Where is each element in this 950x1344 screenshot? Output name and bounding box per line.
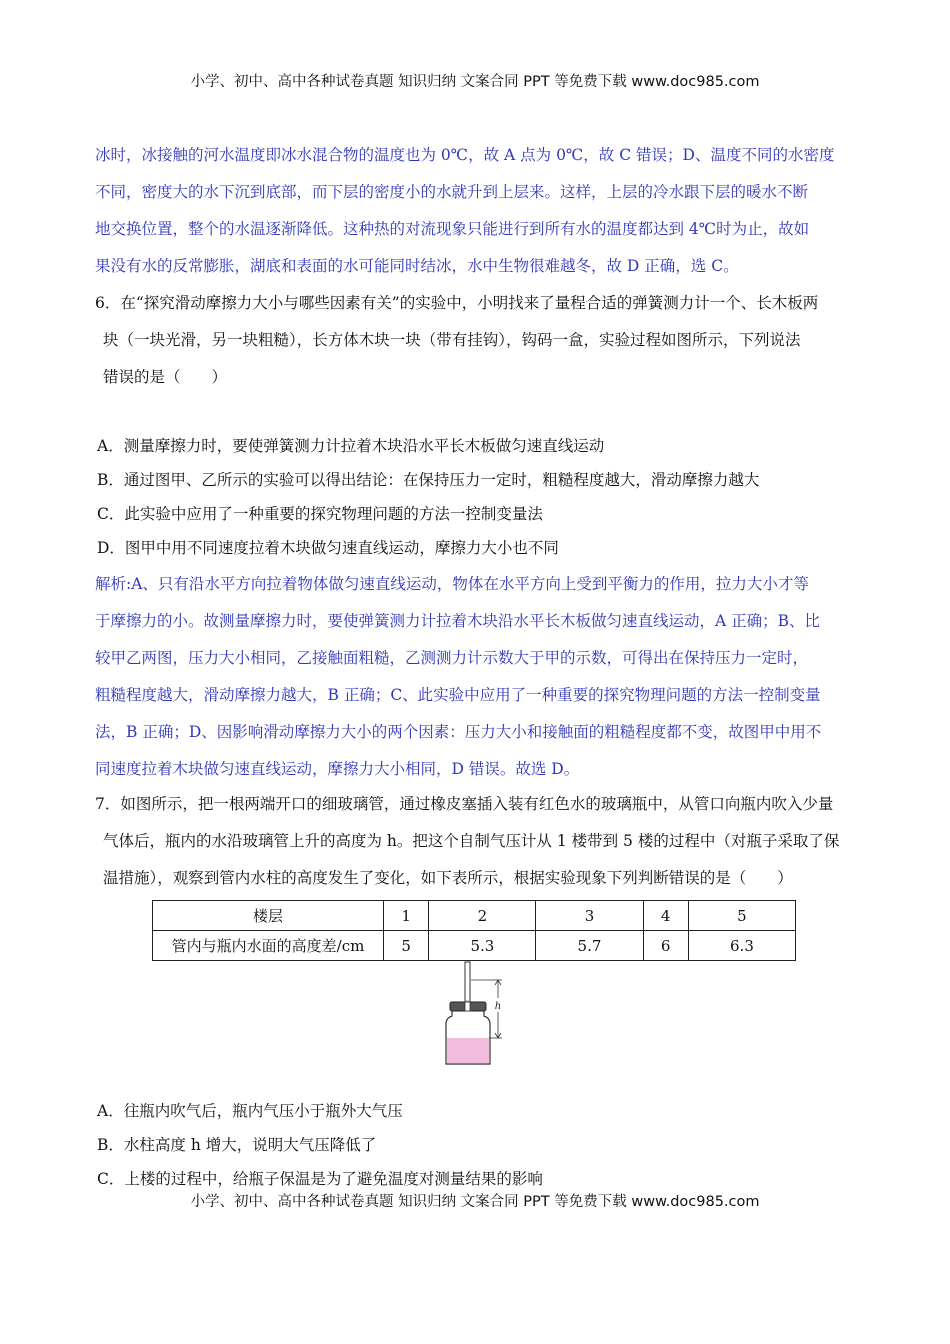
barometer-figure — [438, 958, 510, 1070]
table-cell: 2 — [429, 901, 536, 931]
q7-stem-line: 7．如图所示，把一根两端开口的细玻璃管，通过橡皮塞插入装有红色水的玻璃瓶中，从管口向瓶内吹入少量 — [95, 795, 834, 813]
q7-option-b: B．水柱高度 h 增大，说明大气压降低了 — [97, 1136, 377, 1154]
page-header: 小学、初中、高中各种试卷真题 知识归纳 文案合同 PPT 等免费下载 www.doc985.com — [190, 74, 760, 90]
bottle-water — [447, 1038, 489, 1063]
table-cell: 6 — [643, 931, 688, 961]
table-cell: 5 — [384, 931, 429, 961]
q5-explanation-line: 果没有水的反常膨胀，湖底和表面的水可能同时结冰，水中生物很难越冬，故 D 正确，选 C。 — [95, 257, 739, 275]
table-row-label: 管内与瓶内水面的高度差/cm — [153, 931, 384, 961]
q6-explanation-line: 法，B 正确；D、因影响滑动摩擦力大小的两个因素：压力大小和接触面的粗糙程度都不变，故图甲中用不 — [95, 723, 822, 741]
q6-options — [95, 429, 875, 565]
table-cell: 1 — [384, 901, 429, 931]
q6-explanation — [95, 566, 875, 788]
q6-explanation-line: 于摩擦力的小。故测量摩擦力时，要使弹簧测力计拉着木块沿水平长木板做匀速直线运动，A 正确；B、比 — [95, 612, 821, 630]
tube-through-stopper — [465, 1002, 470, 1011]
q5-explanation-line: 地交换位置，整个的水温逐渐降低。这种热的对流现象只能进行到所有水的温度都达到 4℃时为止，故如 — [95, 220, 810, 238]
q6-explanation-line: 解析:A、只有沿水平方向拉着物体做匀速直线运动，物体在水平方向上受到平衡力的作用，拉力大小才等 — [95, 575, 809, 593]
q5-explanation — [95, 137, 875, 285]
q7-stem-line: 气体后，瓶内的水沿玻璃管上升的高度为 h。把这个自制气压计从 1 楼带到 5 楼的过程中（对瓶子采取了保 — [103, 832, 840, 850]
table-cell: 4 — [643, 901, 688, 931]
q6-stem-line: 错误的是（ ） — [103, 368, 228, 386]
q7-options — [95, 1094, 875, 1196]
q6-option-b: B．通过图甲、乙所示的实验可以得出结论：在保持压力一定时，粗糙程度越大，滑动摩擦力越大 — [97, 471, 760, 489]
q6-option-d: D．图甲中用不同速度拉着木块做匀速直线运动，摩擦力大小也不同 — [97, 539, 559, 557]
q6-stem-line: 6．在“探究滑动摩擦力大小与哪些因素有关”的实验中，小明找来了量程合适的弹簧测力计一个、长木板两 — [95, 294, 819, 312]
q6-option-a: A．测量摩擦力时，要使弹簧测力计拉着木块沿水平长木板做匀速直线运动 — [97, 437, 605, 455]
q7-data-table — [152, 900, 796, 961]
table-cell: 6.3 — [688, 931, 795, 961]
table-row-label: 楼层 — [153, 901, 384, 931]
q7-stem-line: 温措施），观察到管内水柱的高度发生了变化，如下表所示，根据实验现象下列判断错误的是（ ） — [103, 869, 793, 887]
q7-option-c: C．上楼的过程中，给瓶子保温是为了避免温度对测量结果的影响 — [97, 1170, 543, 1188]
page-footer: 小学、初中、高中各种试卷真题 知识归纳 文案合同 PPT 等免费下载 www.doc985.com — [190, 1194, 760, 1210]
q6-explanation-line: 同速度拉着木块做匀速直线运动，摩擦力大小相同，D 错误。故选 D。 — [95, 760, 580, 778]
q7-stem — [95, 786, 875, 897]
q6-stem-line: 块（一块光滑，另一块粗糙），长方体木块一块（带有挂钩），钩码一盒，实验过程如图所示，下列说法 — [103, 331, 801, 349]
q5-explanation-line: 冰时，冰接触的河水温度即冰水混合物的温度也为 0℃，故 A 点为 0℃，故 C 错误；D、温度不同的水密度 — [95, 146, 835, 164]
table-cell: 5.7 — [536, 931, 643, 961]
q6-explanation-line: 粗糙程度越大，滑动摩擦力越大，B 正确；C、此实验中应用了一种重要的探究物理问题的方法一控制变量 — [95, 686, 821, 704]
table-cell: 5 — [688, 901, 795, 931]
q6-explanation-line: 较甲乙两图，压力大小相同，乙接触面粗糙，乙测测力计示数大于甲的示数，可得出在保持压力一定时， — [95, 649, 809, 667]
q6-stem — [95, 285, 875, 396]
table-row — [153, 931, 796, 961]
height-label: h — [494, 1001, 502, 1012]
table-row — [153, 901, 796, 931]
q5-explanation-line: 不同，密度大的水下沉到底部，而下层的密度小的水就升到上层来。这样，上层的冷水跟下层的暖水不断 — [95, 183, 809, 201]
table-cell: 3 — [536, 901, 643, 931]
q7-option-a: A．往瓶内吹气后，瓶内气压小于瓶外大气压 — [97, 1102, 403, 1120]
table-cell: 5.3 — [429, 931, 536, 961]
q6-option-c: C．此实验中应用了一种重要的探究物理问题的方法一控制变量法 — [97, 505, 543, 523]
